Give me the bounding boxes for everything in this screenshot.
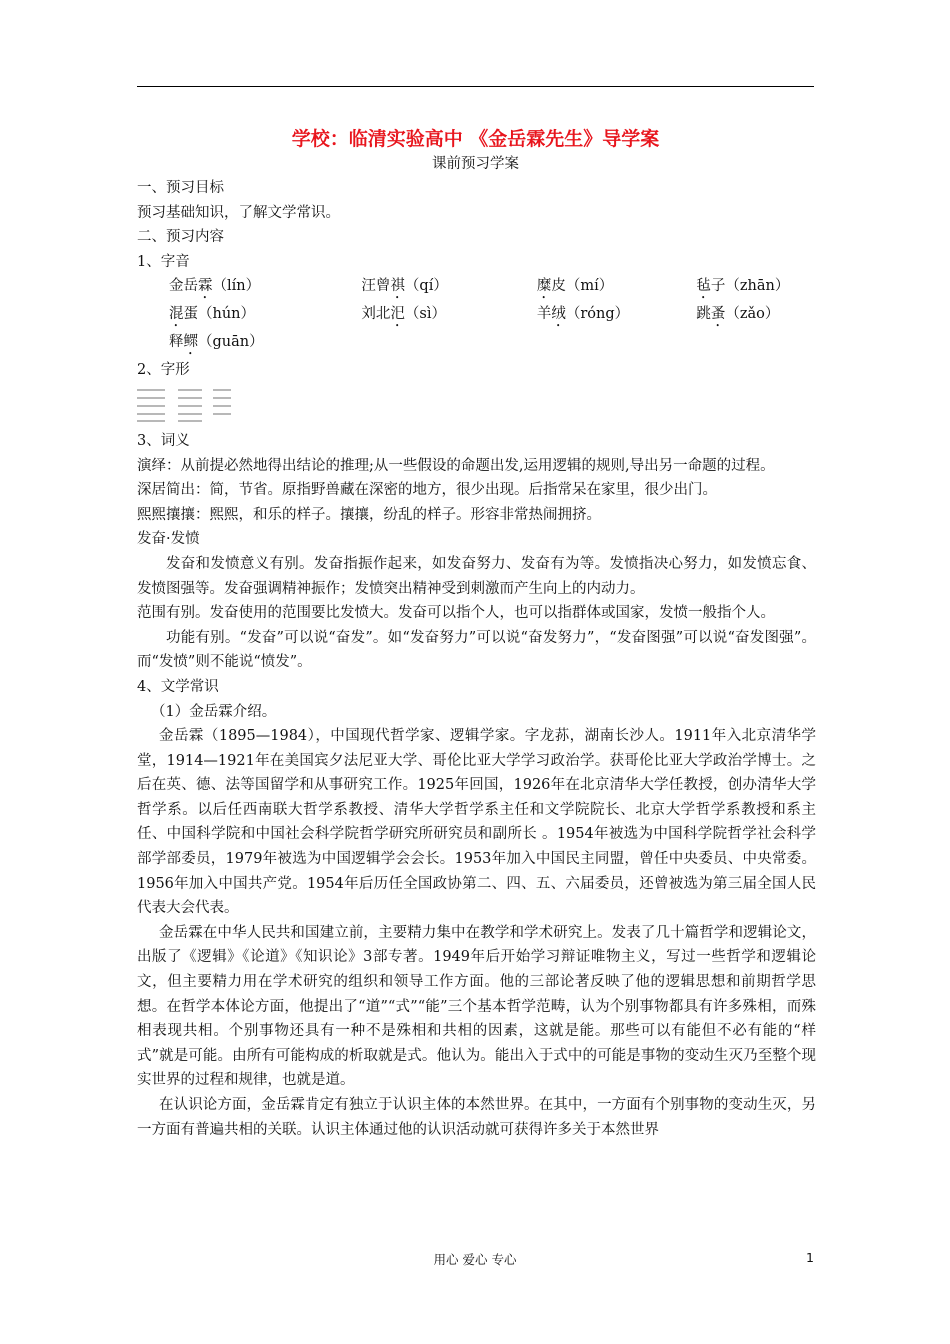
biography-paragraph: 金岳霖（1895—1984），中国现代哲学家、逻辑学家。字龙荪，湖南长沙人。1911年入北京清华学堂，1914—1921年在美国宾夕法尼亚大学、哥伦比亚大学学习政治学。获哥伦比亚大学政治学博士。之后在英、德、法等国留学和从事研究工作。1925年回国，1926年在北京清华大学任教授，创办清华大学哲学系。以后任西南联大哲学系教授、清华大学哲学系主任和文学院院长、北京大学哲学系教授和系主任、中国科学院和中国社会科学院哲学研究所研究员和副所长 。1954年被选为中国科学院哲学社会科学部学部委员，1979年被选为中国逻辑学会会长。1953年加入中国民主同盟，曾任中央委员、中央常委。1956年加入中国共产党。1954年后历任全国政协第二、四、五、六届委员，还曾被选为第三届全国人民代表大会代表。 (137, 728, 816, 917)
pronunciation-item: 毡子（zhān） (696, 278, 790, 295)
definition-entry: 熙熙攘攘：熙熙，和乐的样子。攘攘，纷乱的样子。形容非常热闹拥挤。 (137, 506, 601, 523)
fafen-paragraph: 发奋和发愤意义有别。发奋指振作起来，如发奋努力、发奋有为等。发愤指决心努力，如发愤忘食、发愤图强等。发奋强调精神振作；发愤突出精神受到刺激而产生向上的内动力。 (137, 555, 816, 597)
section-heading-goal: 一、预习目标 (137, 180, 224, 196)
pronunciation-item: 释鳏（guān） (169, 334, 264, 351)
pronunciation-item: 羊绒（róng） (536, 306, 630, 323)
pronunciation-row (137, 330, 816, 358)
biography-paragraph: 在认识论方面，金岳霖肯定有独立于认识主体的本然世界。在其中，一方面有个别事物的变动生灭，另一方面有普遍共相的关联。认识主体通过他的认识活动就可获得许多关于本然世界 (137, 1097, 816, 1138)
pronunciation-item: 跳蚤（zǎo） (696, 306, 780, 323)
fafen-heading: 发奋·发愤 (137, 531, 200, 548)
definition-entry: 演绎：从前提必然地得出结论的推理;从一些假设的命题出发,运用逻辑的规则,导出另一命题的过程。 (137, 457, 775, 474)
pronunciation-row (137, 274, 816, 302)
page-number: 1 (806, 1250, 814, 1265)
header-rule (137, 86, 814, 87)
zi-yin-heading: 1、字音 (137, 253, 190, 270)
fafen-paragraph: 功能有别。“发奋”可以说“奋发”。如“发奋努力”可以说“奋发努力”，“发奋图强”可以说“奋发图强”。而“发愤”则不能说“愤发”。 (137, 629, 816, 671)
fafen-paragraph: 范围有别。发奋使用的范围要比发愤大。发奋可以指个人，也可以指群体或国家，发愤一般指个人。 (137, 605, 775, 622)
page-title: 学校：临清实验高中 《金岳霖先生》导学案 (291, 128, 660, 150)
pronunciation-item: 刘北汜（sì） (361, 306, 446, 323)
pronunciation-table (137, 274, 816, 358)
wen-xue-heading: 4、文学常识 (137, 678, 219, 695)
pronunciation-item: 糜皮（mí） (536, 278, 614, 295)
zi-xing-heading: 2、字形 (137, 362, 190, 379)
pronunciation-item: 金岳霖（lín） (169, 278, 261, 295)
wen-xue-subheading: （1）金岳霖介绍。 (151, 703, 277, 720)
page-subtitle: 课前预习学案 (432, 156, 519, 172)
pronunciation-item: 混蛋（hún） (169, 306, 256, 323)
footer-text: 用心 爱心 专心 (433, 1252, 517, 1267)
definition-entry: 深居简出：简，节省。原指野兽藏在深密的地方，很少出现。后指常呆在家里，很少出门。 (137, 482, 717, 499)
pronunciation-item: 汪曾祺（qí） (361, 278, 448, 295)
pronunciation-row (137, 302, 816, 330)
ci-yi-heading: 3、词义 (137, 432, 190, 449)
goal-text: 预习基础知识，了解文学常识。 (137, 204, 340, 221)
document-body (137, 176, 816, 1142)
character-form-image (137, 387, 232, 423)
biography-paragraph: 金岳霖在中华人民共和国建立前，主要精力集中在教学和学术研究上。发表了几十篇哲学和逻辑论文，出版了《逻辑》《论道》《知识论》3部专著。1949年后开始学习辩证唯物主义，写过一些哲学和逻辑论文，但主要精力用在学术研究的组织和领导工作方面。他的三部论著反映了他的逻辑思想和前期哲学思想。在哲学本体论方面，他提出了“道”“式”“能”三个基本哲学范畴，认为个别事物都具有许多殊相，而殊相表现共相。个别事物还具有一种不是殊相和共相的因素，这就是能。那些可以有能但不必有能的“样式”就是可能。由所有可能构成的析取就是式。他认为。能出入于式中的可能是事物的变动生灭乃至整个现实世界的过程和规律，也就是道。 (137, 924, 816, 1089)
section-heading-content: 二、预习内容 (137, 229, 224, 246)
